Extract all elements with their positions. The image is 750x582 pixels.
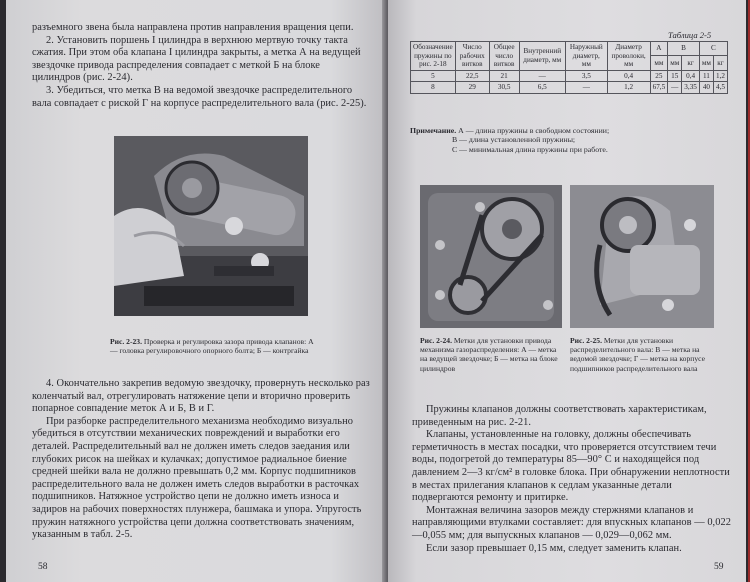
table-header: Общее число витков [489, 42, 519, 71]
table-note [410, 126, 730, 154]
table-header: А [650, 42, 668, 56]
table-header: Внутренний диаметр, мм [519, 42, 565, 71]
figure-2-24-caption [420, 336, 562, 373]
table-cell: 30,5 [489, 82, 519, 94]
table-cell: 15 [668, 70, 682, 82]
table-cell: 4,5 [713, 82, 727, 94]
left-bottom-text [32, 378, 370, 542]
table-cell: 3,35 [682, 82, 700, 94]
caption-number: Рис. 2-25. [570, 336, 602, 345]
camshaft-marks-photo-illustration [570, 185, 714, 328]
timing-drive-photo-illustration [420, 185, 562, 328]
right-page [388, 0, 746, 582]
table-row [411, 82, 728, 94]
paragraph: 3. Убедиться, что метка В на ведомой звездочке распределительного вала совпадает с риской Г на корпусе распределительного вала (рис. 2-25). [32, 84, 367, 109]
paragraph: 2. Установить поршень I цилиндра в верхнюю мертвую точку такта сжатия. При этом оба клапана I цилиндра закрыты, а метка А на ведущей звездочке привода распределения совпадает с меткой Б на блоке цилиндров (рис. 2-24). [32, 34, 361, 84]
table-cell: 1,2 [607, 82, 650, 94]
note-label: Примечание. [410, 126, 457, 135]
table-header: В [668, 42, 700, 56]
table-unit: кг [682, 56, 700, 70]
table-cell: 0,4 [682, 70, 700, 82]
table-cell: 11 [699, 70, 713, 82]
engine-valve-photo-illustration [114, 136, 308, 316]
table-header: Обозначение пружины по рис. 2-18 [411, 42, 456, 71]
spring-spec-table [410, 41, 728, 94]
table-cell: 5 [411, 70, 456, 82]
table-header-row [411, 42, 728, 56]
table-cell: — [519, 70, 565, 82]
note-line: В — длина установленной пружины; [452, 135, 576, 145]
table-cell: 1,2 [713, 70, 727, 82]
figure-2-23-caption [110, 337, 314, 355]
caption-number: Рис. 2-23. [110, 337, 142, 346]
table-cell: — [668, 82, 682, 94]
table-cell: 6,5 [519, 82, 565, 94]
left-page [6, 0, 388, 582]
caption-number: Рис. 2-24. [420, 336, 452, 345]
table-cell: 25 [650, 70, 668, 82]
note-line: А — длина пружины в свободном состоянии; [458, 126, 610, 135]
table-cell: 8 [411, 82, 456, 94]
table-unit: мм [699, 56, 713, 70]
caption-text: Проверка и регулировка зазора привода клапанов: А — головка регулировочного опорного болта; Б — контргайка [110, 337, 314, 356]
paragraph: Клапаны, установленные на головку, должны обеспечивать герметичность в местах посадки, что проверяется отсутствием течи воды, подогретой до температуры 85—90° С и находящейся под давлением 2—3 кг/см² в головке блока. При обнаружении неплотности в местах прилегания клапанов к седлам указанные детали подвергаются ремонту и притирке. [412, 429, 730, 504]
table-unit: мм [650, 56, 668, 70]
table-header: Число рабочих витков [455, 42, 489, 71]
table-cell: — [565, 82, 607, 94]
table-cell: 67,5 [650, 82, 668, 94]
paragraph: 4. Окончательно закрепив ведомую звездочку, провернуть несколько раз коленчатый вал, отрегулировать натяжение цепи и вторично проверить попарное совпадение меток А и Б, В и Г. [32, 378, 370, 415]
table-cell: 0,4 [607, 70, 650, 82]
table-header: С [699, 42, 727, 56]
table-header: Диаметр проволоки, мм [607, 42, 650, 71]
note-line: С — минимальная длина пружины при работе. [452, 144, 608, 154]
table-unit: мм [668, 56, 682, 70]
table-header: Наружный диаметр, мм [565, 42, 607, 71]
figure-2-25-caption [570, 336, 716, 373]
left-top-text [32, 22, 370, 110]
table-unit: кг [713, 56, 727, 70]
right-body-text [412, 404, 732, 555]
table-cell: 22,5 [455, 70, 489, 82]
paragraph: разъемного звена была направлена против направления вращения цепи. [32, 22, 354, 33]
table-row [411, 70, 728, 82]
caption-text: Метки для установки привода механизма газораспределения: А — метка на ведущей звездочке; Б — метка на блоке цилиндров [420, 336, 558, 373]
paragraph: Монтажная величина зазоров между стержнями клапанов и направляющими втулками составляет: для впускных клапанов — 0,022—0,055 мм; для выпускных клапанов — 0,029—0,062 мм. [412, 504, 731, 541]
table-cell: 40 [699, 82, 713, 94]
paragraph: Пружины клапанов должны соответствовать характеристикам, приведенным на рис. 2-21. [412, 404, 707, 428]
table-title: Таблица 2-5 [668, 30, 712, 40]
paragraph: При разборке распределительного механизма необходимо визуально убедиться в отсутствии механических повреждений и выработки его деталей. Распределительный вал не должен иметь следов заедания или глубоких рисок на шейках и кулачках; допустимое радиальное биение средней шейки вала не должно превышать 0,2 мм. Корпус подшипников распределительного вала не должен иметь следов выработки в расточках подшипников. Натяжное устройство цепи не должно иметь износа и задиров на рабочих поверхностях плунжера, башмака и упора. Упругость пружин натяжного устройства цепи должна соответствовать значениям, указанным в табл. 2-5. [32, 415, 362, 541]
page-number: 59 [714, 562, 724, 572]
table-cell: 21 [489, 70, 519, 82]
figure-2-23-photo [114, 136, 308, 316]
caption-text: Метки для установки распределительного вала: В — метка на ведомой звездочке; Г — метка на корпусе подшипников распределительного вала [570, 336, 705, 373]
figure-2-24-photo [420, 185, 562, 328]
table-cell: 3,5 [565, 70, 607, 82]
table-cell: 29 [455, 82, 489, 94]
paragraph: Если зазор превышает 0,15 мм, следует заменить клапан. [426, 542, 682, 554]
figure-2-25-photo [570, 185, 714, 328]
page-number: 58 [38, 562, 48, 572]
